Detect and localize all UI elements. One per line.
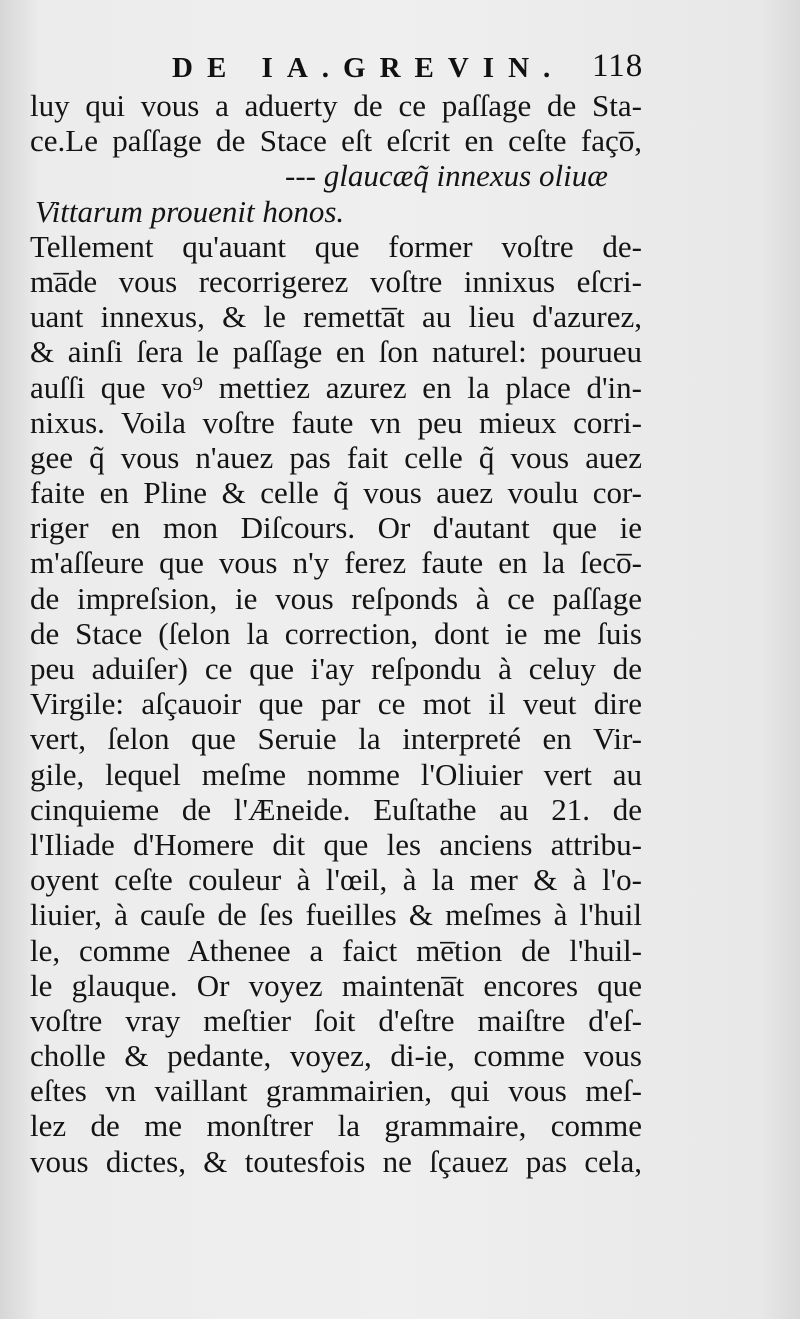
running-head — [0, 48, 800, 92]
page-number: 118 — [592, 48, 644, 84]
running-title: DE IA.GREVIN. — [172, 52, 565, 84]
text-line: l'Iliade d'Homere dit que les anciens attribu- — [30, 826, 642, 862]
text-line: cholle & pedante, voyez, di-ie, comme vous — [30, 1038, 642, 1074]
text-line: oyent ceſte couleur à l'œil, à la mer & à l'o- — [30, 862, 642, 898]
text-line: auſſi que vo⁹ mettiez azurez en la place d'in- — [30, 369, 642, 405]
body-text — [30, 88, 642, 1179]
text-line: gile, lequel meſme nomme l'Oliuier vert au — [30, 756, 642, 792]
text-line: gee q̃ vous n'auez pas fait celle q̃ vous auez — [30, 439, 642, 475]
text-line: ce.Le paſſage de Stace eſt eſcrit en ceſte faço̅, — [30, 123, 642, 159]
text-line: lez de me monſtrer la grammaire, comme — [30, 1108, 642, 1144]
text-line: Virgile: aſçauoir que par ce mot il veut dire — [30, 686, 642, 722]
text-line: uant innexus, & le remetta̅t au lieu d'azurez, — [30, 299, 642, 335]
text-line: vert, ſelon que Seruie la interpreté en Vir- — [30, 721, 642, 757]
text-line: eſtes vn vaillant grammairien, qui vous meſ- — [30, 1073, 642, 1109]
text-line: & ainſi ſera le paſſage en ſon naturel: pourueu — [30, 334, 642, 370]
text-line: voſtre vray meſtier ſoit d'eſtre maiſtre d'eſ- — [30, 1002, 642, 1038]
text-line: de impreſsion, ie vous reſponds à ce paſſage — [30, 580, 642, 616]
text-line: liuier, à cauſe de ſes fueilles & meſmes à l'huil — [30, 897, 642, 933]
text-line: de Stace (ſelon la correction, dont ie me ſuis — [30, 615, 642, 651]
text-line: ma̅de vous recorrigerez voſtre innixus eſcri- — [30, 263, 642, 299]
text-line: riger en mon Diſcours. Or d'autant que ie — [30, 510, 642, 546]
latin-quote-line: Vittarum prouenit honos. — [35, 193, 345, 229]
text-line: le, comme Athenee a faict me̅tion de l'huil- — [30, 932, 642, 968]
text-line: cinquieme de l'Æneide. Euſtathe au 21. de — [30, 791, 642, 827]
text-line: le glauque. Or voyez maintena̅t encores que — [30, 967, 642, 1003]
text-line: peu aduiſer) ce que i'ay reſpondu à celuy de — [30, 651, 642, 686]
latin-quote-line: --- glaucæq̃ innexus oliuæ — [285, 158, 608, 194]
text-line: nixus. Voila voſtre faute vn peu mieux corri- — [30, 404, 642, 440]
text-line: faite en Pline & celle q̃ vous auez voulu cor- — [30, 475, 642, 511]
text-line: vous dictes, & toutesfois ne ſçauez pas cela, — [30, 1143, 642, 1179]
text-line: luy qui vous a aduerty de ce paſſage de Sta- — [30, 88, 642, 123]
text-line: Tellement qu'auant que former voſtre de- — [30, 228, 642, 264]
text-line: m'aſſeure que vous n'y ferez faute en la ſeco̅- — [30, 545, 642, 581]
